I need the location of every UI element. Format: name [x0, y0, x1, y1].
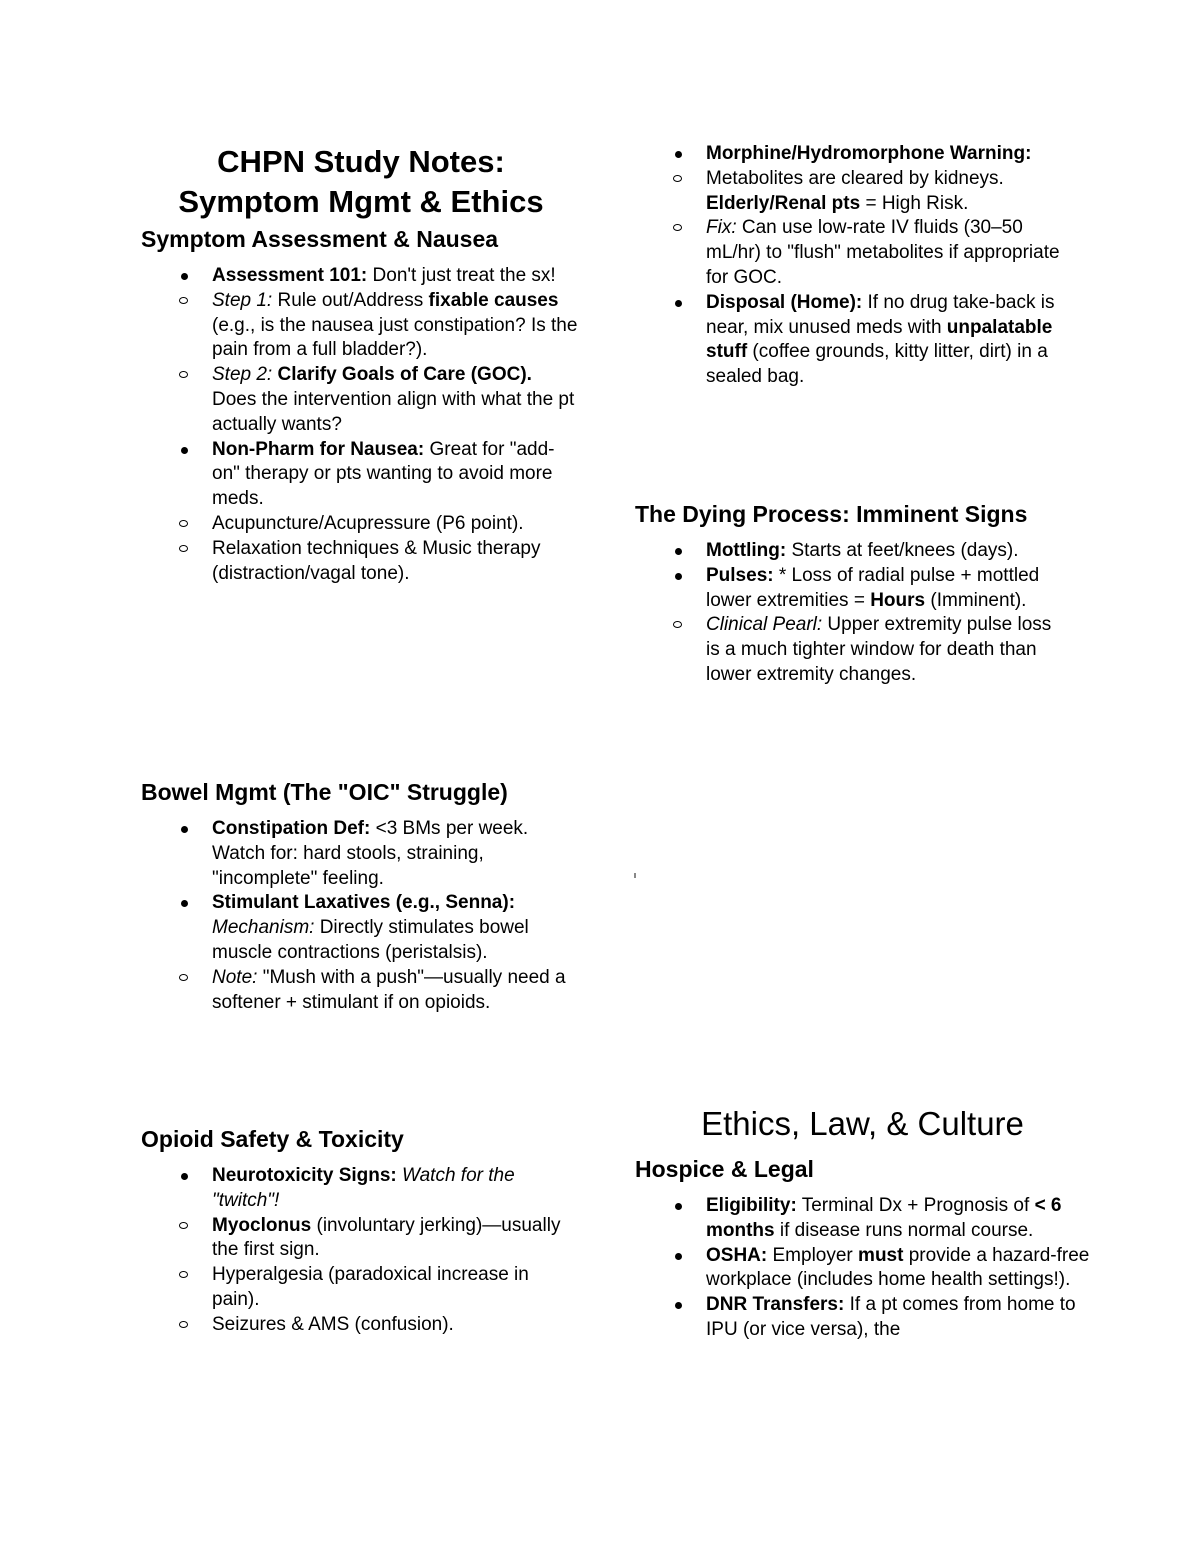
list-item-hyperalgesia: Hyperalgesia (paradoxical increase in pain). — [141, 1263, 581, 1313]
bowel-list — [141, 817, 581, 1015]
list-item-constipation: Constipation Def: <3 BMs per week. Watch for: hard stools, straining, "incomplete" feeling. — [141, 817, 581, 891]
list-item-stimulant: Stimulant Laxatives (e.g., Senna): Mechanism: Directly stimulates bowel muscle contractions (peristalsis). Note: "Mush with a push"—usually need a softener + stimulant if on opioids. — [141, 891, 581, 1015]
stimulant-sublist — [141, 966, 581, 1016]
nonpharm-sublist — [141, 512, 581, 586]
list-item-step-2: Step 2: Clarify Goals of Care (GOC). Does the intervention align with what the pt actually wants? — [141, 363, 581, 437]
morphine-list — [635, 142, 1065, 390]
dying-section — [635, 499, 1065, 688]
dying-list — [635, 539, 1065, 688]
list-item-pulses: Pulses: * Loss of radial pulse + mottled lower extremities = Hours (Imminent). Clinical Pearl: Upper extremity pulse loss is a much tighter window for death than lower extremity changes. — [635, 564, 1065, 688]
heading-dying-process: The Dying Process: Imminent Signs — [635, 501, 1028, 527]
list-item-disposal: Disposal (Home): If no drug take-back is near, mix unused meds with unpalatable stuff (coffee grounds, kitty litter, dirt) in a sealed bag. — [635, 291, 1065, 390]
list-item-nonpharm: Non-Pharm for Nausea: Great for "add-on" therapy or pts wanting to avoid more meds. Acupuncture/Acupressure (P6 point). Relaxation techniques & Music therapy (distraction/vagal tone). — [141, 438, 581, 587]
list-item-relaxation: Relaxation techniques & Music therapy (distraction/vagal tone). — [141, 537, 581, 587]
heading-hospice-legal: Hospice & Legal — [635, 1156, 814, 1182]
title-line-2: Symptom Mgmt & Ethics — [178, 184, 544, 219]
ethics-section — [635, 1104, 1090, 1343]
heading-bowel: Bowel Mgmt (The "OIC" Struggle) — [141, 779, 508, 805]
title-line-1: CHPN Study Notes: — [217, 144, 505, 179]
list-item-osha: OSHA: Employer must provide a hazard-free workplace (includes home health settings!). — [635, 1244, 1090, 1294]
list-item-assessment: Assessment 101: Don't just treat the sx! Step 1: Rule out/Address fixable causes (e.g., is the nausea just constipation? Is the pain from a full bladder?). Step 2: Clarify Goals of Care (GOC). Does the intervention align with what the pt actually wants? — [141, 264, 581, 438]
assessment-sublist — [141, 289, 581, 438]
morphine-section — [635, 142, 1065, 390]
document-title — [141, 142, 581, 222]
ethics-title: Ethics, Law, & Culture — [701, 1105, 1024, 1142]
list-item-step-1: Step 1: Rule out/Address fixable causes (e.g., is the nausea just constipation? Is the pain from a full bladder?). — [141, 289, 581, 363]
heading-opioid: Opioid Safety & Toxicity — [141, 1126, 404, 1152]
list-item-note: Note: "Mush with a push"—usually need a softener + stimulant if on opioids. — [141, 966, 581, 1016]
list-item-dnr: DNR Transfers: If a pt comes from home to IPU (or vice versa), the — [635, 1293, 1090, 1343]
heading-symptom-assessment: Symptom Assessment & Nausea — [141, 226, 499, 252]
neurotoxicity-sublist — [141, 1214, 581, 1338]
list-item-neurotoxicity: Neurotoxicity Signs: Watch for the "twitch"! Myoclonus (involuntary jerking)—usually the first sign. Hyperalgesia (paradoxical increase in pain). Seizures & AMS (confusion). — [141, 1164, 581, 1338]
bowel-section — [141, 777, 581, 1015]
opioid-section — [141, 1124, 581, 1338]
left-column — [141, 142, 581, 586]
list-item-mottling: Mottling: Starts at feet/knees (days). — [635, 539, 1065, 564]
list-item-metabolites: Metabolites are cleared by kidneys. Elderly/Renal pts = High Risk. — [635, 167, 1065, 217]
opioid-list — [141, 1164, 581, 1338]
list-item-seizures: Seizures & AMS (confusion). — [141, 1313, 581, 1338]
ethics-list — [635, 1194, 1090, 1343]
list-item-myoclonus: Myoclonus (involuntary jerking)—usually the first sign. — [141, 1214, 581, 1264]
list-item-eligibility: Eligibility: Terminal Dx + Prognosis of < 6 months if disease runs normal course. — [635, 1194, 1090, 1244]
list-item-acupuncture: Acupuncture/Acupressure (P6 point). — [141, 512, 581, 537]
list-item-fix: Fix: Can use low-rate IV fluids (30–50 mL/hr) to "flush" metabolites if appropriate for GOC. — [635, 216, 1065, 290]
symptom-list — [141, 264, 581, 586]
list-item-clinical-pearl: Clinical Pearl: Upper extremity pulse loss is a much tighter window for death than lower extremity changes. — [635, 613, 1065, 687]
morphine-sublist — [635, 167, 1065, 291]
pulses-sublist — [635, 613, 1065, 687]
stray-mark — [634, 873, 636, 878]
list-item-morphine-warning: Morphine/Hydromorphone Warning: Metabolites are cleared by kidneys. Elderly/Renal pts = High Risk. Fix: Can use low-rate IV fluids (30–50 mL/hr) to "flush" metabolites if appropriate for GOC. — [635, 142, 1065, 291]
